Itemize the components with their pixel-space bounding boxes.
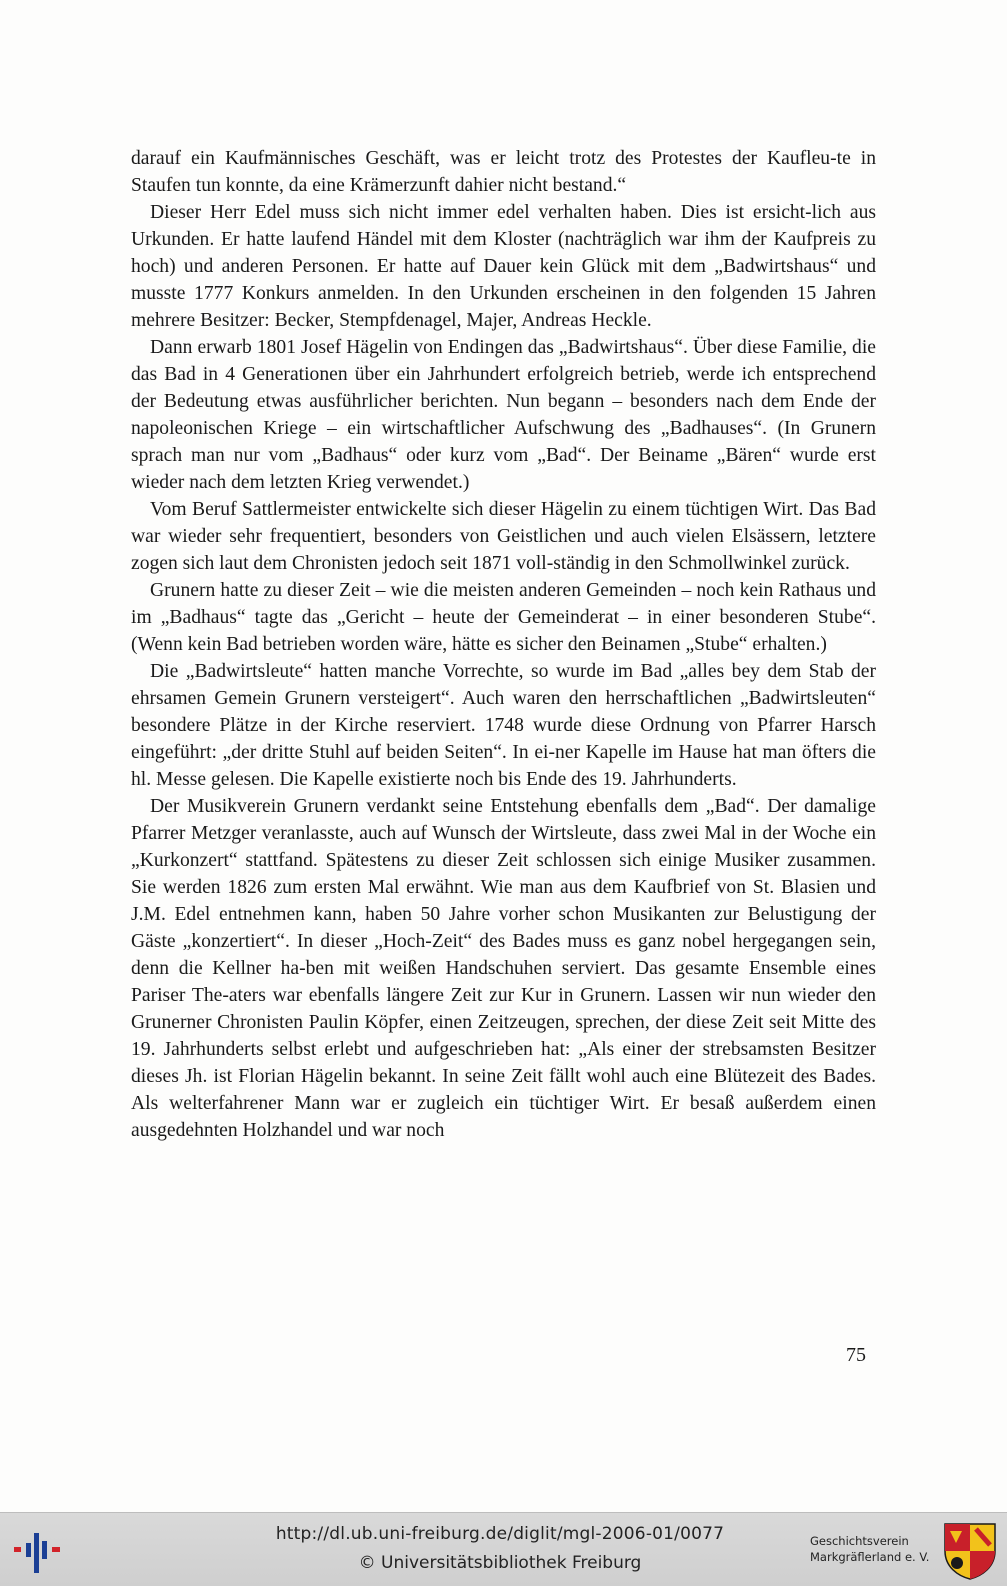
paragraph-1: darauf ein Kaufmännisches Geschäft, was er leicht trotz des Protestes der Kaufleu-te in Staufen tun konnte, da eine Krämerzunft dahier nicht bestand.“ [131,148,876,196]
paragraph-3: Dann erwarb 1801 Josef Hägelin von Endingen das „Badwirtshaus“. Über diese Familie, die das Bad in 4 Generationen über ein Jahrhundert erfolgreich betrieb, werde ich entsprechend der Bedeutung etwas ausführlicher berichten. Nun begann – besonders nach dem Ende der napoleonischen Kriege – ein wirtschaftlicher Aufschwung des „Badhauses“. (In Grunern sprach man nur vom „Badhaus“ oder kurz vom „Bad“. Der Beiname „Bären“ wurde erst wieder nach dem letzten Krieg verwendet.) [131,337,876,493]
society-name [810,1533,930,1565]
copyright-text: © Universitätsbibliothek Freiburg [358,1553,642,1573]
viewer-footer [0,1512,1007,1586]
ub-freiburg-logo-icon[interactable] [14,1529,64,1575]
paragraph-4: Vom Beruf Sattlermeister entwickelte sich dieser Hägelin zu einem tüchtigen Wirt. Das Bad war wieder sehr frequentiert, besonders von Geistlichen und auch vielen Elsässern, letztere zogen sich laut dem Chronisten jedoch seit 1871 voll-ständig in den Schmollwinkel zurück. [131,499,876,574]
paragraph-5: Grunern hatte zu dieser Zeit – wie die meisten anderen Gemeinden – noch kein Rathaus und im „Badhaus“ tagte das „Gericht – heute der Gemeinderat – in einer besonderen Stube“. (Wenn kein Bad betrieben worden wäre, hätte es sicher den Beinamen „Stube“ erhalten.) [131,580,876,655]
permalink-url[interactable]: http://dl.ub.uni-freiburg.de/diglit/mgl-2006-01/0077 [275,1524,725,1544]
page-number: 75 [846,1344,866,1366]
paragraph-7: Der Musikverein Grunern verdankt seine Entstehung ebenfalls dem „Bad“. Der damalige Pfarrer Metzger veranlasste, auch auf Wunsch der Wirtsleute, dass zwei Mal in der Woche ein „Kurkonzert“ stattfand. Spätestens zu dieser Zeit schlossen sich einige Musiker zusammen. Sie werden 1826 zum ersten Mal erwähnt. Wie man aus dem Kaufbrief von St. Blasien und J.M. Edel entnehmen kann, haben 50 Jahre vorher schon Musikanten zur Belustigung der Gäste „konzertiert“. In dieser „Hoch-Zeit“ des Bades muss es ganz nobel hergegangen sein, denn die Kellner ha-ben mit weißen Handschuhen serviert. Das gesamte Ensemble eines Pariser The-aters war ebenfalls längere Zeit zur Kur in Grunern. Lassen wir nun wieder den Grunerner Chronisten Paulin Köpfer, einen Zeitzeugen, sprechen, der diese Zeit seit Mitte des 19. Jahrhunderts selbst erlebt und aufgeschrieben hat: „Als einer der strebsamsten Besitzer dieses Jh. ist Florian Hägelin bekannt. In seine Zeit fällt wohl auch eine Blütezeit des Bades. Als welterfahrener Mann war er zugleich ein tüchtiger Wirt. Er besaß außerdem einen ausgedehnten Holzhandel und war noch [131,796,876,1141]
body-text [131,145,876,1144]
coat-of-arms-icon[interactable] [942,1521,998,1581]
paragraph-2: Dieser Herr Edel muss sich nicht immer edel verhalten haben. Dies ist ersicht-lich aus Urkunden. Er hatte laufend Händel mit dem Kloster (nachträglich war ihm der Kaufpreis zu hoch) und anderen Personen. Er hatte auf Dauer kein Glück mit dem „Badwirtshaus“ und musste 1777 Konkurs anmelden. In den Urkunden erscheinen in den folgenden 15 Jahren mehrere Besitzer: Becker, Stempfdenagel, Majer, Andreas Heckle. [131,202,876,331]
society-name-line2: Markgräflerland e. V. [810,1550,930,1564]
paragraph-6: Die „Badwirtsleute“ hatten manche Vorrechte, so wurde im Bad „alles bey dem Stab der ehrsamen Gemein Grunern versteigert“. Auch waren den herrschaftlichen „Badwirtsleuten“ besondere Plätze in der Kirche reserviert. 1748 wurde diese Ordnung von Pfarrer Harsch eingeführt: „der dritte Stuhl auf beiden Seiten“. In ei-ner Kapelle im Hause hat man öfters die hl. Messe gelesen. Die Kapelle existierte noch bis Ende des 19. Jahrhunderts. [131,661,876,790]
society-name-line1: Geschichtsverein [810,1534,909,1548]
